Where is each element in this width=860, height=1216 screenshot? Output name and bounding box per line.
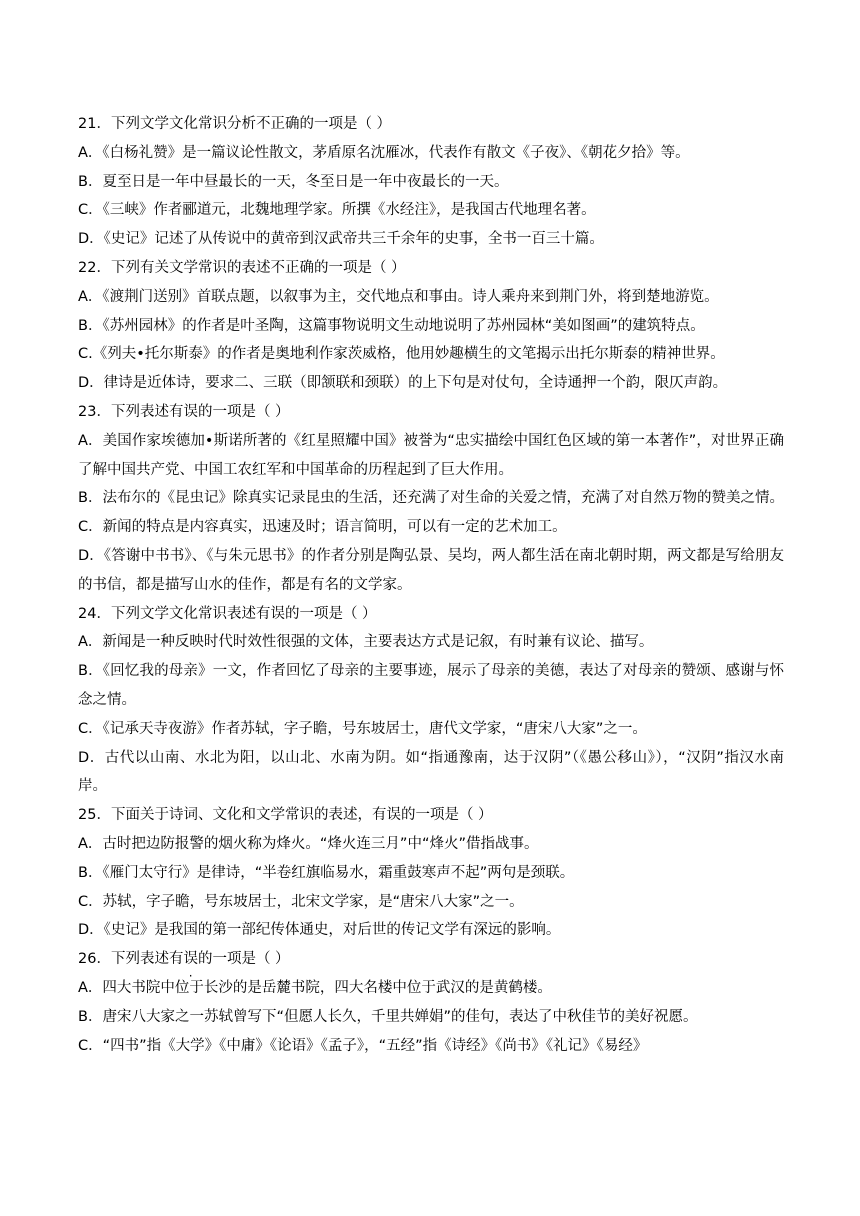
question-22-stem: 22．下列有关文学常识的表述不正确的一项是（ ） [78, 259, 406, 276]
question-24-stem: 24．下列文学文化常识表述有误的一项是（ ） [78, 605, 377, 622]
question-23-option-b: B．法布尔的《昆虫记》除真实记录昆虫的生活，还充满了对生命的关爱之情，充满了对自然万物的赞美之情。 [78, 490, 784, 507]
question-22-option-d: D．律诗是近体诗，要求二、三联（即颔联和颈联）的上下句是对仗句，全诗通押一个韵，限仄声韵。 [78, 375, 728, 392]
question-22-option-a: A．《渡荆门送别》首联点题，以叙事为主，交代地点和事由。诗人乘舟来到荆门外，将到楚地游览。 [78, 288, 719, 305]
question-26-option-b: B．唐宋八大家之一苏轼曾写下“但愿人长久，千里共婵娟”的佳句，表达了中秋佳节的美好祝愿。 [78, 1008, 698, 1025]
question-21-option-c: C．《三峡》作者郦道元，北魏地理学家。所撰《水经注》，是我国古代地理名著。 [78, 202, 596, 219]
question-21-stem: 21．下列文学文化常识分析不正确的一项是（ ） [78, 116, 392, 132]
question-23-option-c: C．新闻的特点是内容真实，迅速及时；语言简明，可以有一定的艺术加工。 [78, 519, 567, 536]
question-26-stem-suffix: 的一项是（ ） [197, 951, 290, 968]
question-22-option-c: C.《列夫•托尔斯泰》的作者是奥地利作家茨威格，他用妙趣横生的文笔揭示出托尔斯泰的精神世界。 [78, 346, 725, 363]
question-25-option-d: D．《史记》是我国的第一部纪传体通史，对后世的传记文学有深远的影响。 [78, 922, 561, 939]
question-21-option-a: A．《白杨礼赞》是一篇议论性散文，茅盾原名沈雁冰，代表作有散文《子夜》、《朝花夕拾》等。 [78, 144, 690, 161]
question-24-option-b: B．《回忆我的母亲》一文，作者回忆了母亲的主要事迹，展示了母亲的美德，表达了对母亲的赞颂、感谢与怀念之情。 [78, 663, 784, 708]
exam-page [78, 110, 784, 1060]
question-23-stem: 23．下列表述有误的一项是（ ） [78, 403, 290, 420]
question-25-option-b: B．《雁门太守行》是律诗，“半卷红旗临易水，霜重鼓寒声不起”两句是颈联。 [78, 864, 575, 881]
question-26-option-a: A．四大书院中位于长沙的是岳麓书院，四大名楼中位于武汉的是黄鹤楼。 [78, 979, 552, 996]
question-22-option-b: B．《苏州园林》的作者是叶圣陶，这篇事物说明文生动地说明了苏州园林“美如图画”的建筑特点。 [78, 317, 705, 334]
question-25-option-c: C．苏轼，字子瞻，号东坡居士，北宋文学家，是“唐宋八大家”之一。 [78, 893, 524, 910]
question-26-stem-prefix: 26．下列表述有 [78, 951, 184, 968]
question-25-stem: 25．下面关于诗词、文化和文学常识的表述，有误的一项是（ ） [78, 807, 493, 824]
question-23-option-d: D．《答谢中书书》、《与朱元思书》的作者分别是陶弘景、吴均，两人都生活在南北朝时期，两文都是写给朋友的书信，都是描写山水的佳作，都是有名的文学家。 [78, 547, 784, 593]
question-26-stem [78, 945, 784, 974]
question-25-option-a: A．古时把边防报警的烟火称为烽火。“烽火连三月”中“烽火”借指战事。 [78, 835, 539, 852]
question-26-option-c: C．“四书”指《大学》《中庸》《论语》《孟子》，“五经”指《诗经》《尚书》《礼记》《易经》 [78, 1037, 648, 1054]
question-21-option-d: D．《史记》记述了从传说中的黄帝到汉武帝共三千余年的史事，全书一百三十篇。 [78, 231, 604, 248]
question-24-option-d: D．古代以山南、水北为阳，以山北、水南为阴。如“指通豫南，达于汉阴”（《愚公移山》），“汉阴”指汉水南岸。 [78, 749, 784, 795]
question-26-stem-emphasis: 误 [183, 951, 198, 968]
question-24-option-c: C．《记承天寺夜游》作者苏轼，字子瞻，号东坡居士，唐代文学家，“唐宋八大家”之一。 [78, 720, 647, 737]
question-23-option-a: A．美国作家埃德加•斯诺所著的《红星照耀中国》被誉为“忠实描绘中国红色区域的第一本著作”，对世界正确了解中国共产党、中国工农红军和中国革命的历程起到了巨大作用。 [78, 432, 784, 478]
question-21-option-b: B．夏至日是一年中昼最长的一天，冬至日是一年中夜最长的一天。 [78, 173, 509, 190]
question-24-option-a: A．新闻是一种反映时代时效性很强的文体，主要表达方式是记叙，有时兼有议论、描写。 [78, 634, 654, 651]
